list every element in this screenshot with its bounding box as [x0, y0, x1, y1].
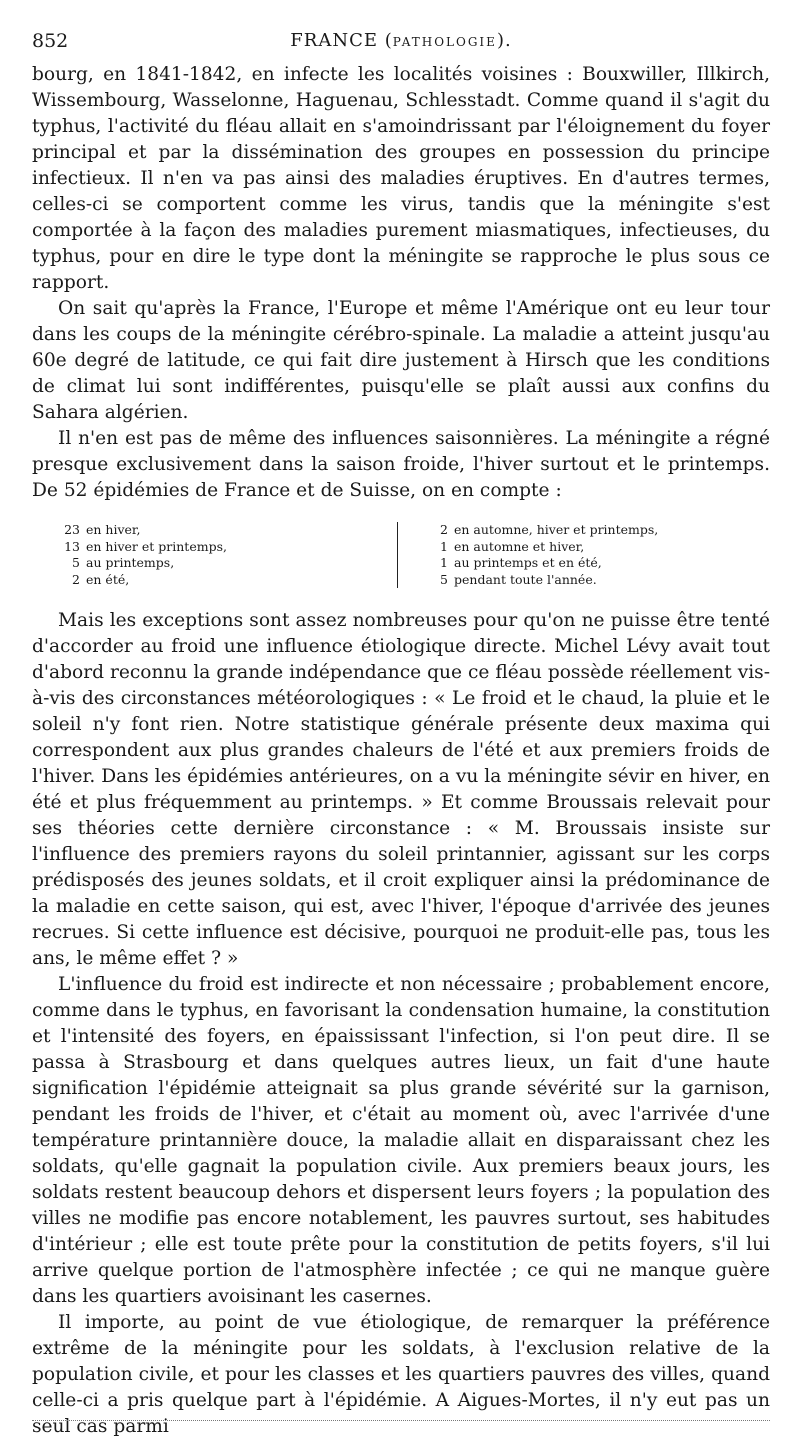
table-row: [60, 522, 397, 539]
footer-rule: [32, 1420, 770, 1421]
season-label: en hiver et printemps,: [86, 538, 227, 554]
season-label: en été,: [86, 571, 130, 587]
body-text: [32, 62, 770, 1440]
season-table: [32, 522, 770, 588]
season-table-right-column: [397, 522, 658, 588]
page-number: 852: [32, 30, 69, 52]
running-title-sub: PATHOLOGIE: [392, 35, 497, 49]
epidemic-count: 2: [440, 522, 448, 537]
paragraph: L'influence du froid est indirecte et non nécessaire ; probablement encore, comme dans le typhus, en favorisant la condensation humaine, la constitution et l'intensité des foyers, en épaississant l'infection, si l'on peut dire. Il se passa à Strasbourg et dans quelques autres lieux, un fait d'une haute signification l'épidémie atteignait sa plus grande sévérité sur la garnison, pendant les froids de l'hiver, et c'était au moment où, avec l'arrivée d'une température printannière douce, la maladie allait en disparaissant chez les soldats, qu'elle gagnait la population civile. Aux premiers beaux jours, les soldats restent beaucoup dehors et dispersent leurs foyers ; la population des villes ne modifie pas encore notablement, les pauvres surtout, ses habitudes d'intérieur ; elle est toute prête pour la constitution de petits foyers, s'il lui arrive quelque portion de l'atmosphère infectée ; ce qui ne manque guère dans les quartiers avoisinant les casernes.: [32, 974, 770, 1307]
season-label: en automne et hiver,: [454, 538, 585, 554]
table-row: [428, 522, 658, 539]
paragraph: Il importe, au point de vue étiologique, de remarquer la préférence extrême de la méningite pour les soldats, à l'exclusion relative de la population civile, et pour les classes et les quartiers pauvres des villes, quand celle-ci a pris quelque part à l'épidémie. A Aigues-Mortes, il n'y eut pas un seul cas parmi: [32, 1312, 770, 1437]
season-label: au printemps et en été,: [454, 555, 602, 570]
table-row: [428, 539, 658, 556]
running-title: FRANCE (PATHOLOGIE).: [290, 30, 512, 51]
paragraph: bourg, en 1841-1842, en infecte les localités voisines : Bouxwiller, Illkirch, Wissembourg, Wasselonne, Haguenau, Schlesstadt. Comme quand il s'agit du typhus, l'activité du fléau allait en s'amoindrissant par l'éloignement du foyer principal et par la dissémination des groupes en possession du principe infectieux. Il n'en va pas ainsi des maladies éruptives. En d'autres termes, celles-ci se comportent comme les virus, tandis que la méningite s'est comportée à la façon des maladies purement miasmatiques, infectieuses, du typhus, pour en dire le type dont la méningite se rapproche le plus sous ce rapport.: [32, 64, 770, 293]
epidemic-count: 5: [72, 555, 80, 570]
epidemic-count: 5: [440, 571, 448, 587]
epidemic-count: 1: [440, 538, 448, 554]
table-row: [60, 555, 397, 572]
season-label: au printemps,: [86, 555, 175, 570]
season-table-left-column: [32, 522, 397, 588]
epidemic-count: 1: [440, 555, 448, 570]
table-row: [428, 555, 658, 572]
epidemic-count: 2: [72, 571, 80, 587]
season-label: en hiver,: [86, 522, 141, 537]
epidemic-count: 13: [64, 538, 80, 554]
paragraph: Il n'en est pas de même des influences saisonnières. La méningite a régné presque exclusivement dans la saison froide, l'hiver surtout et le printemps. De 52 épidémies de France et de Suisse, on en compte :: [32, 428, 770, 501]
paragraph: Mais les exceptions sont assez nombreuses pour qu'on ne puisse être tenté d'accorder au froid une influence étiologique directe. Michel Lévy avait tout d'abord reconnu la grande indépendance que ce fléau possède réellement vis-à-vis des circonstances météorologiques : « Le froid et le chaud, la pluie et le soleil n'y font rien. Notre statistique générale présente deux maxima qui correspondent aux plus grandes chaleurs de l'été et aux premiers froids de l'hiver. Dans les épidémies antérieures, on a vu la méningite sévir en hiver, en été et plus fréquemment au printemps. » Et comme Broussais relevait pour ses théories cette dernière circonstance : « M. Broussais insiste sur l'influence des premiers rayons du soleil printannier, agissant sur les corps prédisposés des jeunes soldats, et il croit expliquer ainsi la prédominance de la maladie en cette saison, qui est, avec l'hiver, l'époque d'arrivée des jeunes recrues. Si cette influence est décisive, pourquoi ne produit-elle pas, tous les ans, le même effet ? »: [32, 610, 770, 969]
running-title-main: FRANCE: [290, 30, 378, 51]
table-row: [60, 572, 397, 589]
epidemic-count: 23: [64, 522, 80, 537]
season-label: en automne, hiver et printemps,: [454, 522, 659, 537]
season-label: pendant toute l'année.: [454, 571, 597, 587]
paragraph: On sait qu'après la France, l'Europe et même l'Amérique ont eu leur tour dans les coups de la méningite cérébro-spinale. La maladie a atteint jusqu'au 60e degré de latitude, ce qui fait dire justement à Hirsch que les conditions de climat lui sont indifférentes, puisqu'elle se plaît aussi aux confins du Sahara algérien.: [32, 298, 770, 423]
table-row: [428, 572, 658, 589]
page-header: [32, 30, 770, 60]
table-row: [60, 539, 397, 556]
